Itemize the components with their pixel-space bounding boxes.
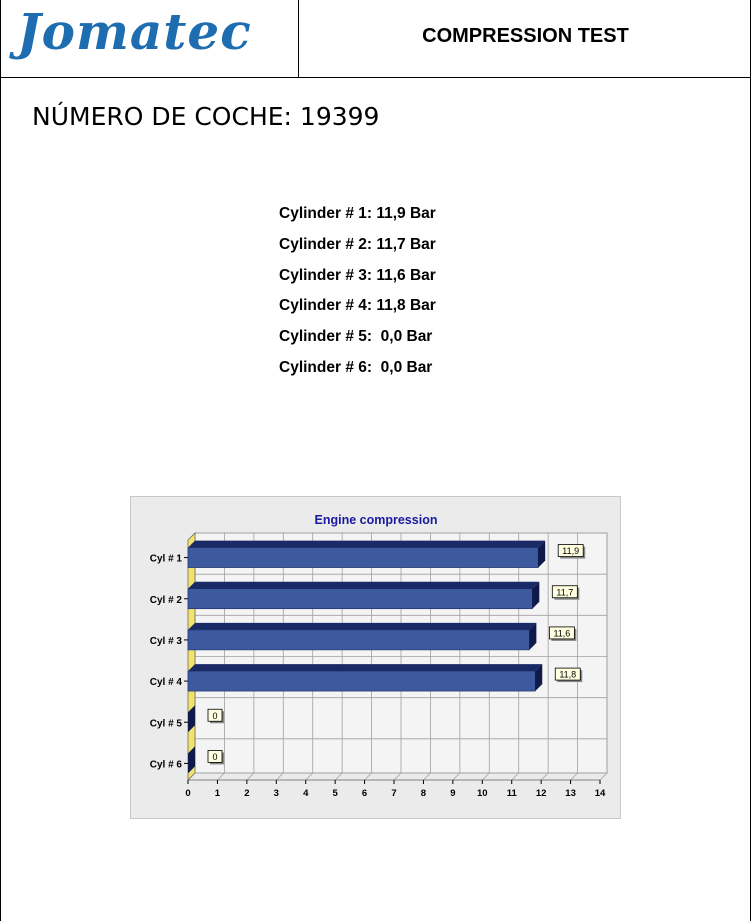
- cylinder-readings: [279, 201, 436, 386]
- cylinder-reading: Cylinder # 3: 11,6 Bar: [279, 266, 436, 284]
- y-tick-label: Cyl # 2: [149, 594, 182, 606]
- x-tick-label: 5: [332, 788, 338, 799]
- x-tick-label: 11: [506, 788, 517, 799]
- cylinder-reading: Cylinder # 2: 11,7 Bar: [279, 235, 436, 253]
- report-title: COMPRESSION TEST: [422, 24, 629, 47]
- cylinder-reading: Cylinder # 6: 0,0 Bar: [279, 358, 433, 376]
- engine-compression-chart: [130, 496, 621, 819]
- x-tick-label: 13: [565, 788, 576, 799]
- y-tick-label: Cyl # 6: [149, 759, 182, 771]
- data-label: 0: [212, 710, 218, 721]
- bar-top-face: [188, 623, 536, 630]
- y-tick-label: Cyl # 1: [149, 553, 182, 565]
- x-tick-label: 10: [476, 788, 488, 799]
- x-tick-label: 12: [535, 788, 547, 799]
- gridline-floor: [423, 773, 430, 780]
- cylinder-reading: Cylinder # 1: 11,9 Bar: [279, 205, 436, 222]
- data-label: 0: [212, 751, 218, 762]
- x-tick-label: 2: [244, 788, 250, 799]
- cylinder-reading: Cylinder # 5: 0,0 Bar: [279, 328, 433, 346]
- bar: [188, 671, 535, 691]
- y-axis-wall: [188, 533, 195, 780]
- gridline-floor: [512, 773, 519, 780]
- x-tick-label: 14: [594, 788, 606, 799]
- y-tick-label: Cyl # 4: [149, 677, 182, 689]
- x-tick-label: 9: [450, 788, 456, 799]
- bar-top-face: [188, 664, 542, 671]
- company-logo: Jomatec: [17, 2, 252, 61]
- x-tick-label: 1: [214, 788, 221, 799]
- data-label: 11,6: [553, 628, 571, 639]
- x-tick-label: 4: [303, 788, 309, 799]
- y-tick-label: Cyl # 5: [149, 718, 182, 730]
- x-tick-label: 0: [185, 788, 191, 799]
- data-label: 11,7: [556, 587, 574, 598]
- gridline-floor: [306, 773, 313, 780]
- cylinder-reading: Cylinder # 4: 11,8 Bar: [279, 297, 436, 315]
- gridline-floor: [394, 773, 401, 780]
- bar: [188, 630, 529, 650]
- gridline-floor: [247, 773, 254, 780]
- chart-title: Engine compression: [314, 513, 438, 527]
- bar-top-face: [188, 582, 539, 589]
- gridline-floor: [571, 773, 578, 780]
- gridline-floor: [335, 773, 342, 780]
- data-label: 11,8: [559, 669, 577, 680]
- gridline-floor: [482, 773, 489, 780]
- data-label: 11,9: [562, 546, 580, 557]
- logo-cell: [1, 0, 299, 77]
- x-tick-label: 6: [361, 788, 368, 799]
- gridline-floor: [365, 773, 372, 780]
- gridline-floor: [217, 773, 224, 780]
- bar: [188, 589, 532, 609]
- car-number-label: NÚMERO DE COCHE: 19399: [32, 102, 380, 131]
- gridline-floor: [276, 773, 283, 780]
- bar-top-face: [188, 541, 545, 548]
- chart-svg: [131, 497, 622, 820]
- gridline-floor: [541, 773, 548, 780]
- report-header: [0, 0, 751, 78]
- x-tick-label: 3: [273, 788, 279, 799]
- x-tick-label: 8: [420, 788, 427, 799]
- gridline-floor: [600, 773, 607, 780]
- x-tick-label: 7: [391, 788, 397, 799]
- y-tick-label: Cyl # 3: [149, 635, 182, 647]
- bar: [188, 548, 538, 568]
- gridline-floor: [453, 773, 460, 780]
